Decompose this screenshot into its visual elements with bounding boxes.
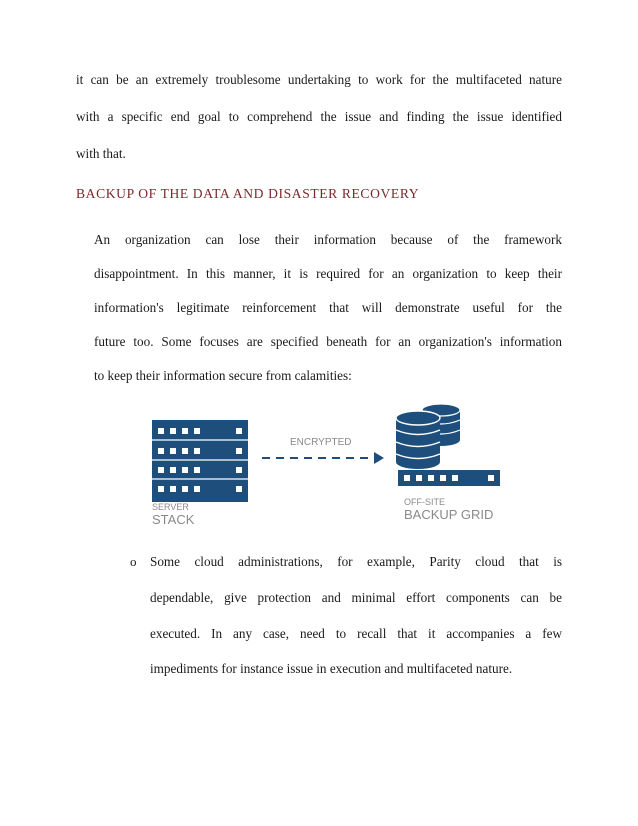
server-stack-icon — [152, 420, 248, 502]
intro-line-1: it can be an extremely troublesome undertaking to work for the multifaceted nature — [76, 72, 562, 87]
section-line-1: An organization can lose their information because of the framework — [94, 232, 562, 247]
bullet-line-4: impediments for instance issue in execution and multifaceted nature. — [150, 661, 513, 676]
section-line-4: future too. Some focuses are specified beneath for an organization's information — [94, 334, 562, 349]
bullet-line-2: dependable, give protection and minimal effort components can be — [150, 590, 562, 605]
bullet-line-3: executed. In any case, need to recall that it accompanies a few — [150, 626, 562, 641]
encrypted-label: ENCRYPTED — [290, 437, 352, 448]
server-label-2: STACK — [152, 512, 195, 527]
backup-grid-icon — [398, 470, 500, 486]
bullet-line-1: Some cloud administrations, for example, Parity cloud that is — [150, 554, 562, 569]
arrow-head-icon — [374, 452, 384, 464]
backup-diagram — [152, 398, 504, 530]
section-line-5: to keep their information secure from calamities: — [94, 368, 352, 383]
section-line-3: information's legitimate reinforcement that will demonstrate useful for the — [94, 300, 562, 315]
bullet-marker: o — [130, 554, 137, 569]
server-label-1: SERVER — [152, 502, 189, 512]
section-line-2: disappointment. In this manner, it is required for an organization to keep their — [94, 266, 562, 281]
backup-label-1: OFF-SITE — [404, 497, 445, 507]
backup-label-2: BACKUP GRID — [404, 507, 494, 522]
database-icon — [396, 404, 460, 469]
section-heading: BACKUP OF THE DATA AND DISASTER RECOVERY — [76, 186, 420, 201]
intro-line-3: with that. — [76, 146, 126, 161]
intro-line-2: with a specific end goal to comprehend the issue and finding the issue identified — [76, 109, 562, 124]
